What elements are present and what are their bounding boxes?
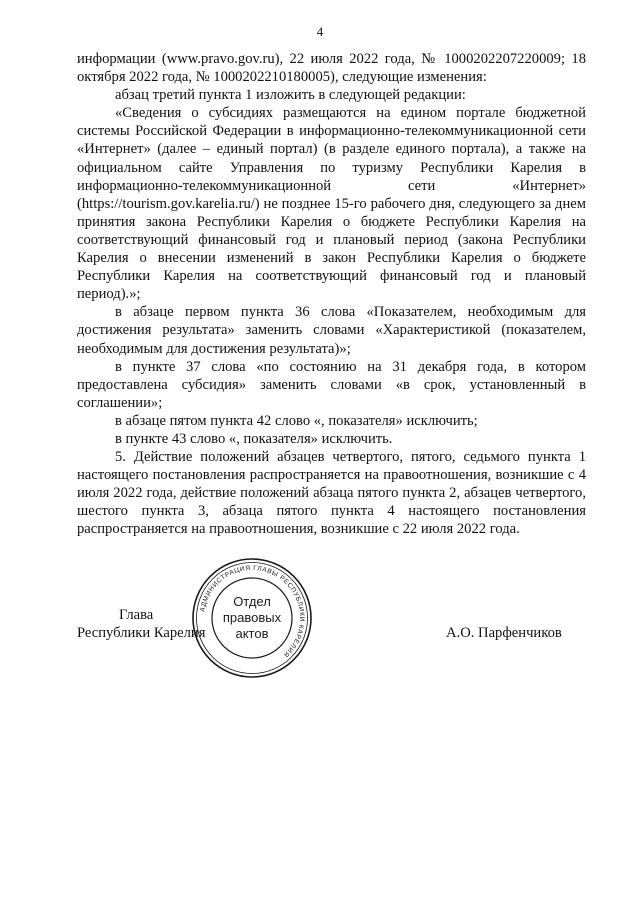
paragraph-item-36: в абзаце первом пункта 36 слова «Показателем, необходимым для достижения результата» заменить словами «Характеристикой (показателем, необходимым для достижения результата)»; xyxy=(77,304,586,357)
paragraph-item-42: в абзаце пятом пункта 42 слово «, показателя» исключить; xyxy=(115,412,478,429)
stamp-ring-text: АДМИНИСТРАЦИЯ ГЛАВЫ РЕСПУБЛИКИ КАРЕЛИЯ xyxy=(199,564,306,659)
document-body xyxy=(77,50,586,539)
paragraph-section-5: 5. Действие положений абзацев четвертого, пятого, седьмого пункта 1 настоящего постановления распространяется на правоотношения, возникшие с 4 июля 2022 года, действие положений абзаца пятого пункта 2, абзацев четвертого, шестого пункта 3, абзаца пятого пункта 4 настоящего постановления распространяется на правоотношения, возникшие с 22 июля 2022 года. xyxy=(77,449,586,538)
signatory-title-line1: Глава xyxy=(119,607,154,623)
stamp-center-line2: правовых xyxy=(222,610,282,625)
paragraph-amendment-intro: абзац третий пункта 1 изложить в следующей редакции: xyxy=(115,87,466,104)
paragraph-item-43: в пункте 43 слово «, показателя» исключить. xyxy=(115,430,393,447)
paragraph-item-37: в пункте 37 слова «по состоянию на 31 декабря года, в котором предоставлена субсидия» заменить словами «в срок, установленный в соглашении»; xyxy=(77,358,586,411)
signatory-name: А.О. Парфенчиков xyxy=(446,625,562,641)
signatory-title-line2: Республики Карелия xyxy=(77,625,206,641)
official-stamp xyxy=(190,556,314,680)
page-number: 4 xyxy=(316,24,324,39)
paragraph-continuation: информации (www.pravo.gov.ru), 22 июля 2022 года, № 1000202207220009; 18 октября 2022 года, № 1000202210180005), следующие изменения: xyxy=(77,51,586,86)
paragraph-quoted-text: «Сведения о субсидиях размещаются на едином портале бюджетной системы Российской Федерации в информационно-телекоммуникационной сети «Интернет» (далее – единый портал) (в разделе единого портала), а также на официальном сайте Управления по туризму Республики Карелия в информационно-телекоммуникационной сети «Интернет» (https://tourism.gov.karelia.ru/) не позднее 15-го рабочего дня, следующего за днем принятия закона Республики Карелия о бюджете Республики Карелия на соответствующий финансовый год и плановый период (закона Республики Карелия о внесении изменений в закон Республики Карелия о бюджете Республики Карелия на соответствующий финансовый год и плановый период).»; xyxy=(77,105,586,303)
stamp-center-line1: Отдел xyxy=(233,594,271,609)
stamp-center-line3: актов xyxy=(235,626,269,641)
